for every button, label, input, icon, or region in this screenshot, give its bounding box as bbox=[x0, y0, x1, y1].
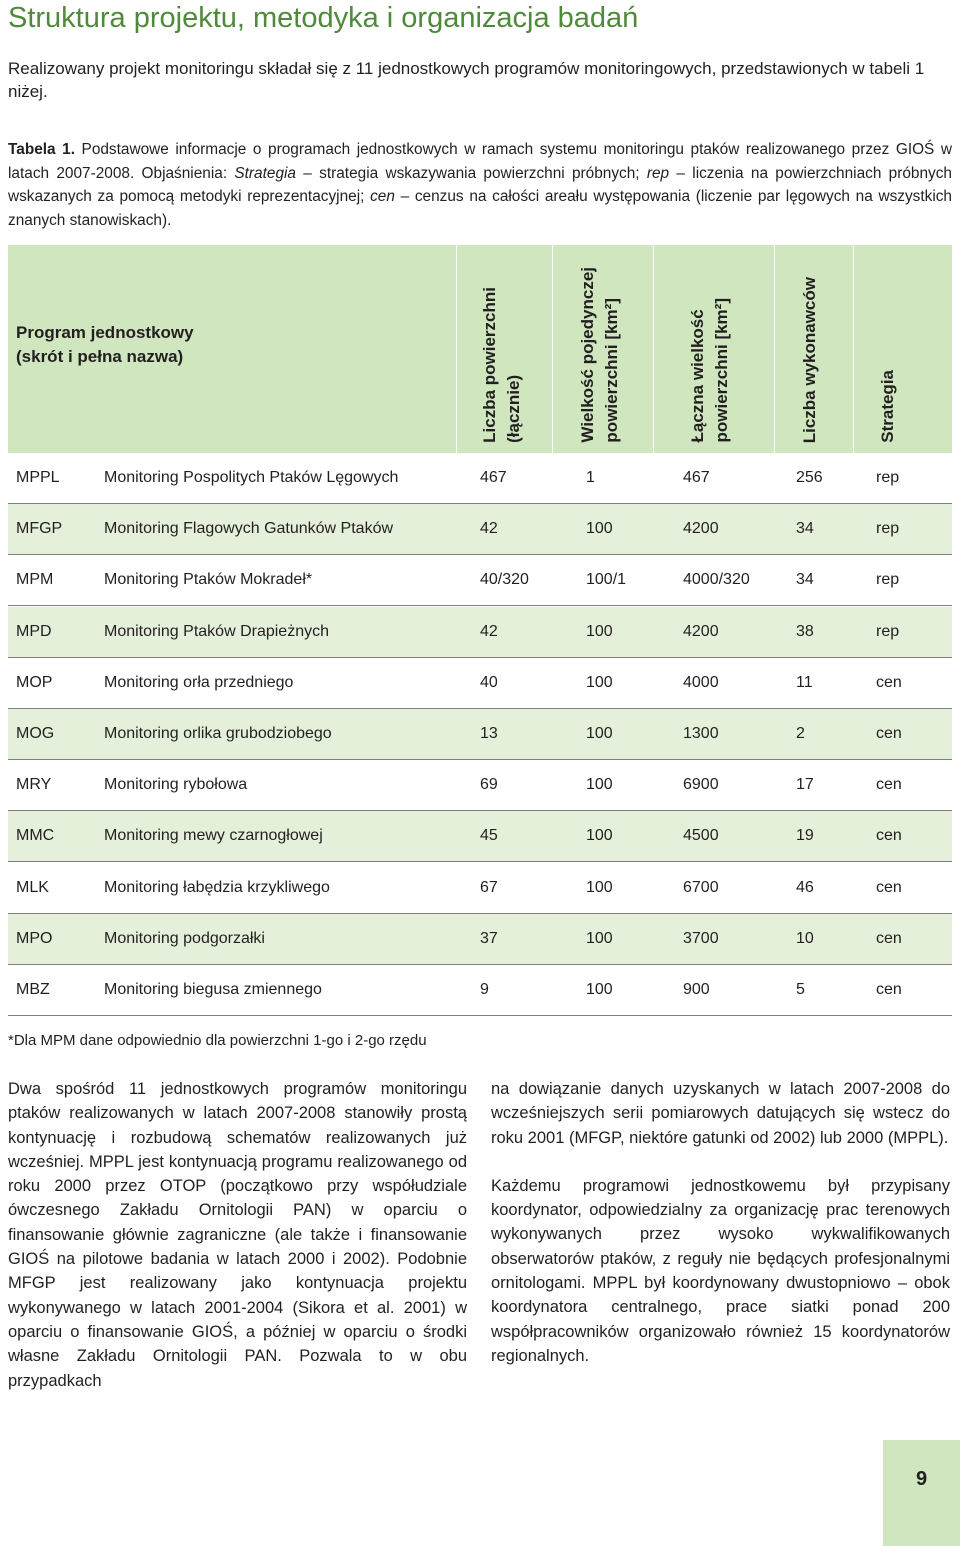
table-row bbox=[8, 914, 952, 965]
table-row bbox=[8, 453, 952, 504]
cell-strategy: cen bbox=[876, 725, 902, 742]
table-caption bbox=[8, 138, 952, 232]
header-program-line1: Program jednostkowy bbox=[16, 323, 194, 342]
row-divider bbox=[8, 1015, 952, 1016]
cell-total: 4000 bbox=[683, 673, 719, 691]
cell-strategy: cen bbox=[876, 827, 902, 845]
page-number-box bbox=[883, 1440, 960, 1546]
cell-workers: 17 bbox=[796, 776, 814, 794]
cell-abbr: MLK bbox=[16, 878, 49, 896]
header-wykonawcy-text: Liczba wykonawców bbox=[800, 276, 819, 443]
cell-strategy: rep bbox=[876, 469, 900, 486]
table-row bbox=[8, 607, 952, 658]
header-wielkosc-pojedynczej bbox=[576, 245, 636, 453]
cell-size: 100 bbox=[586, 520, 613, 538]
cell-count: 69 bbox=[480, 776, 498, 794]
cell-count: 45 bbox=[480, 827, 498, 845]
cell-strategy: cen bbox=[876, 981, 902, 998]
cell-total: 1300 bbox=[683, 725, 719, 742]
table-row bbox=[8, 863, 952, 914]
cell-total: 6700 bbox=[683, 878, 719, 896]
cell-name: Monitoring orła przedniego bbox=[104, 673, 294, 691]
cell-count: 42 bbox=[480, 622, 498, 640]
cell-abbr: MPD bbox=[16, 622, 52, 640]
table-footnote: *Dla MPM dane odpowiednio dla powierzchni 1-go i 2-go rzędu bbox=[8, 1032, 427, 1049]
cell-name: Monitoring Pospolitych Ptaków Lęgowych bbox=[104, 469, 399, 486]
cell-strategy: rep bbox=[876, 571, 900, 589]
header-liczba-powierzchni bbox=[478, 245, 538, 453]
cell-count: 467 bbox=[480, 469, 507, 486]
caption-term-strategia: Strategia bbox=[234, 164, 296, 182]
programs-table bbox=[8, 245, 952, 1023]
cell-strategy: cen bbox=[876, 673, 902, 691]
cell-abbr: MBZ bbox=[16, 981, 50, 998]
cell-workers: 5 bbox=[796, 981, 805, 998]
cell-total: 467 bbox=[683, 469, 710, 486]
cell-name: Monitoring rybołowa bbox=[104, 776, 248, 794]
cell-count: 40/320 bbox=[480, 571, 529, 589]
cell-name: Monitoring mewy czarnogłowej bbox=[104, 827, 323, 845]
caption-term-rep: rep bbox=[646, 164, 670, 182]
cell-abbr: MPPL bbox=[16, 469, 60, 486]
cell-name: Monitoring Ptaków Drapieżnych bbox=[104, 622, 329, 640]
cell-size: 100 bbox=[586, 878, 613, 896]
cell-strategy: rep bbox=[876, 520, 900, 538]
cell-abbr: MOG bbox=[16, 725, 55, 742]
cell-count: 42 bbox=[480, 520, 498, 538]
cell-count: 9 bbox=[480, 981, 489, 998]
cell-total: 900 bbox=[683, 981, 710, 998]
body-paragraph: na dowiązanie danych uzyskanych w latach 2007-2008 do wcześniejszych serii pomiarowych datujących się wstecz do roku 2001 (MFGP, niektóre gatunki od 2002) lub 2000 (MPPL). bbox=[491, 1080, 950, 1147]
cell-total: 4500 bbox=[683, 827, 719, 845]
caption-label: Tabela 1. bbox=[8, 141, 75, 158]
cell-size: 100 bbox=[586, 673, 613, 691]
page-title: Struktura projektu, metodyka i organizacja badań bbox=[8, 2, 639, 34]
cell-workers: 19 bbox=[796, 827, 814, 845]
header-laczna-line2: powierzchni [km²] bbox=[712, 298, 731, 443]
body-paragraph: Każdemu programowi jednostkowemu był przypisany koordynator, odpowiedzialny za organizację prac terenowych wykonywanych przez wysoko wykwalifikowanych obserwatorów ptaków, z reguły nie będących profesjonalnymi ornitologami. MPPL był koordynowany dwustopniowo – obok koordynatora centralnego, prace siatki ponad 200 współpracowników organizowało również 15 koordynatorów regionalnych. bbox=[491, 1176, 950, 1365]
header-liczba-line2: (łącznie) bbox=[504, 374, 523, 443]
body-paragraph: Dwa spośród 11 jednostkowych programów monitoringu ptaków realizowanych w latach 2007-2008 stanowiły prostą kontynuację i rozbudową schematów realizowanych już wcześniej. MPPL jest kontynuacją programu realizowanego od roku 2000 przez OTOP (początkowo przy współudziale ówczesnego Zakładu Ornitologii PAN) w oparciu o finansowanie głównie zagraniczne (ale także i finansowanie GIOŚ na pilotowe badania w latach 2000 i 2002). Podobnie MFGP jest realizowany jako kontynuacja projektu wykonywanego w latach 2001-2004 (Sikora et al. 2001) w oparciu o finansowanie GIOŚ, a później w oparciu o środki własne Zakładu Ornitologii PAN. Pozwala to w obu przypadkach bbox=[8, 1080, 467, 1390]
header-liczba-line1: Liczba powierzchni bbox=[480, 287, 499, 443]
caption-text: – liczenia na powierzchniach próbnych wskazanych za pomocą metodyki reprezentacyjnej; bbox=[8, 164, 952, 205]
cell-name: Monitoring podgorzałki bbox=[104, 929, 265, 947]
cell-strategy: cen bbox=[876, 776, 902, 794]
table-row bbox=[8, 965, 952, 1016]
cell-name: Monitoring Ptaków Mokradeł* bbox=[104, 571, 313, 589]
cell-abbr: MRY bbox=[16, 776, 52, 794]
cell-count: 13 bbox=[480, 725, 498, 742]
table-row bbox=[8, 709, 952, 760]
cell-count: 37 bbox=[480, 929, 498, 947]
table-row bbox=[8, 504, 952, 555]
cell-total: 3700 bbox=[683, 929, 719, 947]
cell-size: 100 bbox=[586, 981, 613, 998]
caption-text: Podstawowe informacje o programach jednostkowych w ramach systemu monitoringu ptaków realizowanego przez GIOŚ w latach 2007-2008. Objaśnienia: bbox=[8, 141, 952, 182]
cell-size: 1 bbox=[586, 469, 595, 486]
cell-total: 4200 bbox=[683, 520, 719, 538]
header-laczna-wielkosc bbox=[686, 245, 746, 453]
cell-workers: 38 bbox=[796, 622, 814, 640]
body-column-right bbox=[491, 1077, 950, 1368]
cell-size: 100 bbox=[586, 827, 613, 845]
cell-name: Monitoring łabędzia krzykliwego bbox=[104, 878, 330, 896]
cell-total: 4000/320 bbox=[683, 571, 750, 589]
cell-strategy: rep bbox=[876, 622, 900, 640]
table-header bbox=[8, 245, 952, 453]
cell-size: 100 bbox=[586, 725, 613, 742]
header-liczba-wykonawcow bbox=[798, 245, 828, 453]
cell-abbr: MPM bbox=[16, 571, 54, 589]
header-laczna-line1: Łączna wielkość bbox=[688, 309, 707, 443]
cell-size: 100 bbox=[586, 929, 613, 947]
caption-text: – cenzus na całości areału występowania (liczenie par lęgowych na wszystkich znanych stanowiskach). bbox=[8, 188, 952, 229]
cell-strategy: cen bbox=[876, 878, 902, 896]
header-wielkosc-line1: Wielkość pojedynczej bbox=[578, 267, 597, 443]
page-number: 9 bbox=[915, 1468, 928, 1490]
cell-total: 4200 bbox=[683, 622, 719, 640]
cell-name: Monitoring orlika grubodziobego bbox=[104, 725, 332, 742]
table-row bbox=[8, 555, 952, 606]
header-program bbox=[16, 321, 316, 369]
cell-size: 100/1 bbox=[586, 571, 627, 589]
caption-term-cen: cen bbox=[370, 188, 395, 205]
cell-workers: 34 bbox=[796, 520, 814, 538]
cell-workers: 34 bbox=[796, 571, 814, 589]
cell-abbr: MFGP bbox=[16, 520, 63, 538]
cell-abbr: MPO bbox=[16, 929, 53, 947]
cell-size: 100 bbox=[586, 776, 613, 794]
caption-text: – strategia wskazywania powierzchni próbnych; bbox=[296, 164, 647, 182]
table-row bbox=[8, 658, 952, 709]
header-program-line2: (skrót i pełna nazwa) bbox=[16, 347, 184, 366]
header-strategia-text: Strategia bbox=[878, 370, 897, 443]
body-column-left bbox=[8, 1077, 467, 1393]
header-wielkosc-line2: powierzchni [km²] bbox=[602, 298, 621, 443]
cell-workers: 10 bbox=[796, 929, 814, 947]
table-row bbox=[8, 760, 952, 811]
cell-count: 67 bbox=[480, 878, 498, 896]
intro-paragraph: Realizowany projekt monitoringu składał się z 11 jednostkowych programów monitoringowych, przedstawionych w tabeli 1 niżej. bbox=[8, 59, 925, 101]
header-strategia bbox=[876, 245, 906, 453]
table-row bbox=[8, 811, 952, 862]
cell-total: 6900 bbox=[683, 776, 719, 794]
cell-count: 40 bbox=[480, 673, 498, 691]
cell-abbr: MMC bbox=[16, 827, 55, 845]
cell-workers: 2 bbox=[796, 725, 805, 742]
cell-workers: 256 bbox=[796, 469, 823, 486]
cell-name: Monitoring biegusa zmiennego bbox=[104, 981, 322, 998]
cell-size: 100 bbox=[586, 622, 613, 640]
cell-abbr: MOP bbox=[16, 673, 53, 691]
cell-name: Monitoring Flagowych Gatunków Ptaków bbox=[104, 520, 394, 538]
cell-strategy: cen bbox=[876, 929, 902, 947]
cell-workers: 11 bbox=[796, 673, 813, 691]
cell-workers: 46 bbox=[796, 878, 814, 896]
